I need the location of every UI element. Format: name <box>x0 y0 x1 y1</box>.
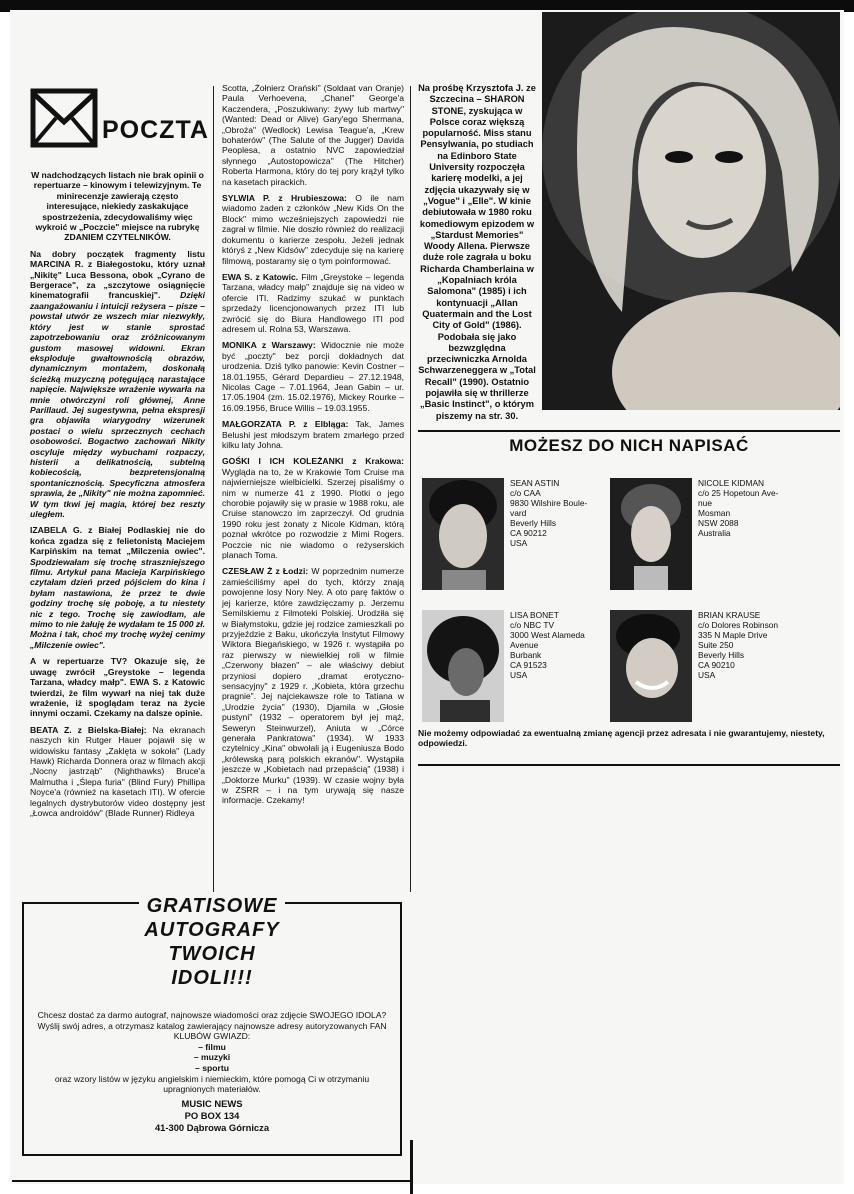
address-line: CA 90210 <box>698 660 735 670</box>
address-line: Burbank <box>510 650 542 660</box>
promo-item: – filmu <box>198 1041 226 1052</box>
promo-title-line: IDOLI!!! <box>171 967 253 989</box>
address-line: CA 90212 <box>510 528 547 538</box>
letter-czeslaw <box>222 566 404 805</box>
sharon-stone-photo <box>542 12 840 410</box>
letter-answer: Film „Greystoke – legenda Tarzana, władcy małp" znajduje się na video w ofercie ITI. Radzimy szukać w punktach sprzedaży licencjonowanych przez ITI lub zwrócić się do Biura Handlowego ITI pod adresem ul. Rolna 53, Warszawa. <box>222 271 405 334</box>
scan-edge-mark <box>410 1140 413 1194</box>
letter-malgorzata <box>222 419 404 450</box>
letter-quote: Dzięki zaangażowaniu i intuicji reżysera – pisze – powstał utwór ze wszech miar niezwykły, który jest w stanie sprostać zapotrzebowaniu oraz zróżnicowanym gustom masowej widowni. Ekran eksploduje gwałtownością obrazów, dynamicznym montażem, doskonałą ścieżką muzyczną potęgującą narastające napięcie. Największe wrażenie wywarła na mnie otwórczyni roli głównej, Anne Parillaud. Jej sugestywna, pełna ekspresji gra objawiła wiarygodny wizerunek postaci o wielu sprzecznych cechach osobowości. Bogactwo zachowań Nikity oscyluje między wybuchami rozpaczy, histerii a delikatnością, subtelną kobiecością, bezpretensjonalną spontanicznością. Specyficzna atmosfera sprawia, że „Nikity" nie można zapomnieć. W tym tkwi jej magia, której bez reszty uległem. <box>30 290 206 519</box>
caption-text: Na prośbę Krzysztofa J. ze Szczecina – SHARON STONE, zyskująca w Polsce coraz większą popularność. Miss stanu Pensylwania, po studiach na Edinboro State University rozpoczęła karierę modelki, a jej zdjęcia ukazywały się w „Vogue" i „Elle". W kinie debiutowała w 1980 roku komediowym epizodem w „Stardust Memories" Woody Allena. Pierwsze duże role zagrała u boku Richarda Chamberlaina w „Kopalniach króla Salomona" (1985) i ich kontynuacji „Allan Quatermain and the Lost City of Gold" (1986). Podobała się jako bezwzględna przeciwniczka Arnolda Schwarzeneggera w „Total Recall" (1990). Ostatnio pojawiła się w thrillerze „Basic Instinct", o którym piszemy na str. 30. <box>418 83 536 421</box>
letter-lead: MONIKA z Warszawy: <box>222 340 316 351</box>
address-line: nue <box>698 498 712 508</box>
portrait-illustration <box>542 12 840 410</box>
letter-ewa <box>222 272 404 334</box>
letter-answer: Na ekranach naszych kin Rutger Hauer pojawił się w widowisku fantasy „Zaklęta w sokoła" (Lady Hawk) Richarda Donnera oraz w filmach akcji „Nocny jastrząb" (Nighthawks) Bruce'a Malmutha i „Ślepa furia" (Blind Fury) Phillipa Noyce'a (również na kasetach ITI). W ofercie legalnych dystrybutorów video dostępny jest „Łowca androidów" (Blade Runner) Ridleya <box>30 724 206 818</box>
sharon-stone-caption <box>418 83 536 428</box>
promo-item: – sportu <box>195 1062 229 1073</box>
address-text <box>698 610 814 680</box>
promo-address-line: MUSIC NEWS <box>181 1097 243 1109</box>
address-line: 3000 West Alameda <box>510 630 585 640</box>
address-card <box>422 478 627 606</box>
address-line: Beverly Hills <box>698 650 745 660</box>
section-title: POCZTA <box>102 116 209 144</box>
promo-text: Chcesz dostać za darmo autograf, najnowsze wiadomości oraz zdjęcie SWOJEGO IDOLA? <box>37 1010 387 1020</box>
letter-quote: Spodziewałam się trochę straszniejszego filmu. Artykuł pana Macieja Karpińskiego czytałam dzień przed pójściem do kina i byłam nastawiona, że przez te dwie godziny trochę się poboję, a tu niestety nic z tego. Trochę się zawiodłam, ale mimo to nie żałuję że wydałam te 15 000 zł. Można i tak, choć my trochę wyżej cenimy „Milczenie owiec". <box>30 556 205 650</box>
address-line: SEAN ASTIN <box>510 478 560 488</box>
intro-paragraph: W nadchodzących listach nie brak opinii o repertuarze – kinowym i telewizyjnym. Te minirecenzje zawierają często interesujące, niekiedy zaskakujące spostrzeżenia, zdecydowaliśmy więc wykroić w „Poczcie" miejsce na rubrykę ZDANIEM CZYTELNIKÓW. <box>31 170 204 243</box>
letter-lead: EWA S. z Katowic. <box>222 271 299 282</box>
column-rule <box>410 86 411 892</box>
celebrity-photo <box>422 478 504 590</box>
address-line: USA <box>510 670 528 680</box>
disclaimer: Nie możemy odpowiadać za ewentualną zmianę agencji przez adresata i nie gwarantujemy, niestety, odpowiedzi. <box>418 728 825 749</box>
address-card <box>422 610 627 738</box>
address-line: 335 N Maple Drive <box>698 630 768 640</box>
letter-answer: Widocznie nie może być „poczty" bez porcji dokładnych dat urodzenia. Dziś tylko panowie: Kevin Costner – 18.01.1955, Gérard Depardieu – 27.12.1948, Nicolas Cage – 7.01.1964, Jean Gabin – ur. 17.05.1904 (zm. 15.02.1976), Mickey Rourke – 16.09.1956, Bruce Willis – 19.03.1955. <box>222 340 404 413</box>
promo-body <box>34 1010 390 1134</box>
letter-answer: W poprzednim numerze zamieściliśmy apel do tych, którzy znają powojenne losy Nory Ney. A oto parę faktów o jej karierze, które zawdzięczamy p. Jerzemu Semilskiemu z Filmoteki Polskiej. Urodziła się w Białymstoku, gdzie jej rodzice zamieszkali po przyjeździe z Baku, ukończyła Instytut Filmowy Wiktora Biegańskiego, w 1926 r. wystąpiła po raz pierwszy w niewielkiej roli w filmie „Czerwony błazen" – ale właściwy debiut przyniosi dopiero „dramat erotyczno-sensacyjny" z 1929 r. „Kobieta, która grzechu pragnie". Jej najciekawsze role to Tatiana w „Urodzie życia" (1930), Djamila w „Głosie pustyni" (1932 – operatorem był jej mąż, Seweryn Steinwurzel), Aniuta w „Córce generała Pankratowa" (1934). W 1933 czytelnicy „Kina" obwołali ją i Eugeniusza Bodo „królewską parą polskich ekranów". Wystąpiła jeszcze w „Kobietach nad przepaścią" (1938) i „Doktorze Murku" (1939). W czasie wojny była w ZSRR – i na tym urywają się nasze informacje. Czekamy! <box>222 566 405 806</box>
address-text <box>510 478 626 548</box>
address-card <box>610 478 815 606</box>
address-line: vard <box>510 508 527 518</box>
letter-lead: GOŚKI I ICH KOLEŻANKI z Krakowa: <box>222 456 404 467</box>
promo-title-line: GRATISOWE <box>139 894 286 918</box>
address-card <box>610 610 815 738</box>
letters-column-1 <box>30 170 205 824</box>
address-line: c/o Dolores Robinson <box>698 620 779 630</box>
letter-izabela <box>30 525 205 650</box>
letter-tv: A w repertuarze TV? Okazuje się, że uwagę zwrócił „Greystoke – legenda Tarzana, władcy małp". EWA S. z Katowic twierdzi, że film wywarł na niej tak duże wrażenie, iż spoglądam teraz na życie innymi oczami. Czekamy na dalsze opinie. <box>30 656 205 719</box>
promo-title <box>24 894 400 990</box>
address-line: Mosman <box>698 508 731 518</box>
promo-item: – muzyki <box>193 1052 231 1063</box>
promo-title-line: TWOICH <box>168 943 256 965</box>
letter-lead: IZABELA G. z Białej Podlaskiej nie do końca zgadza się z felietonistą Maciejem Karpińskim na temat „Milczenia owiec". <box>30 525 205 557</box>
letter-marcin <box>30 249 205 520</box>
celebrity-photo <box>610 610 692 722</box>
address-line: Avenue <box>510 640 539 650</box>
letter-sylwia <box>222 193 404 266</box>
letter-lead: MAŁGORZATA P. z Elbląga: <box>222 419 349 430</box>
letter-lead: CZESŁAW Ż z Łodzi: <box>222 566 309 577</box>
promo-title-line: AUTOGRAFY <box>144 919 280 941</box>
letter-lead: Na dobry początek fragmenty listu MARCINA R. z Białegostoku, który uznał „Nikitę" Luca Bessona, obok „Cyrano de Bergerace", za „szczytowe osiągnięcie kinematografii francuskiej". <box>30 248 205 301</box>
promo-text: oraz wzory listów w języku angielskim i niemieckim, które pomogą Ci w otrzymaniu upragnionych materiałów. <box>54 1073 370 1095</box>
address-line: c/o CAA <box>510 488 541 498</box>
promo-box <box>22 895 402 1156</box>
column-rule <box>213 86 214 892</box>
letter-goski <box>222 456 404 560</box>
letter-beata <box>30 725 205 819</box>
address-line: NICOLE KIDMAN <box>698 478 765 488</box>
address-line: NSW 2088 <box>698 518 739 528</box>
address-line: BRIAN KRAUSE <box>698 610 761 620</box>
section-rule <box>418 764 840 766</box>
address-line: USA <box>510 538 528 548</box>
envelope-icon <box>30 88 98 148</box>
letter-lead: BEATA Z. z Bielska-Białej: <box>30 724 147 735</box>
address-text <box>698 478 814 538</box>
address-line: c/o NBC TV <box>510 620 555 630</box>
address-line: Suite 250 <box>698 640 734 650</box>
address-line: LISA BONET <box>510 610 559 620</box>
address-line: USA <box>698 670 716 680</box>
promo-address-line: PO BOX 134 <box>184 1109 240 1121</box>
scan-edge-mark <box>12 1180 412 1182</box>
letter-answer: Wygląda na to, że w Krakowie Tom Cruise ma najwierniejsze wielbicielki. Szerzej pisaliśmy o nim w numerze 41 z 1990. Plotki o jego chorobie pojawiły się w prasie w 1988 roku, ale Cruise stanowczo im zaprzeczył. Od grudnia 1990 roku jest żonaty z Nicole Kidman, którą poznał wkrótce po rozwodzie z Mimi Rogers. Poczcie nic nie wiadomo o reżyserskich planach Toma. <box>222 466 404 561</box>
letters-column-2 <box>222 83 404 812</box>
promo-address-line: 41-300 Dąbrowa Górnicza <box>154 1121 270 1133</box>
address-line: 9830 Wilshire Boule- <box>510 498 588 508</box>
celebrity-photo <box>610 478 692 590</box>
addresses-title: MOŻESZ DO NICH NAPISAĆ <box>509 436 749 455</box>
addresses-section <box>418 430 840 766</box>
letter-continuation: Scotta, „Żołnierz Orański" (Soldaat van Oranje) Paula Verhoevena, „Chanel" George'a Kaczendera, „Poszukiwany: żywy lub martwy" (Wanted: Dead or Alive) Gary'ego Shermana, „Obroża" (Wedlock) Lewisa Teague'a, „Krew bohaterów" (The Salute of the Jugger) Davida Peoplesa, a ostatnio NVC zapowiedział słynnego „Autostopowicza" (The Hitcher) Roberta Harmona, który do tej pory krążył tylko na kasetach pirackich. <box>222 83 404 187</box>
promo-text: Wyślij swój adres, a otrzymasz katalog zawierający najnowsze adresy autoryzowanych FAN KLUBÓW GWIAZD: <box>37 1020 387 1042</box>
poczta-header <box>30 88 209 154</box>
letter-answer: O ile nam wiadomo żaden z członków „New Kids On the Block" mimo wcześniejszych zapowiedzi nie zagrał w filmie. Nie doszło również do realizacji dokumentu o karierze zespołu. Jeżeli jednak któryś z „New Kidsów" zdecyduje się na karierę filmową, postaramy się o tym poinformować. <box>222 193 405 266</box>
celebrity-photo <box>422 610 504 722</box>
letter-monika <box>222 340 404 413</box>
address-line: CA 91523 <box>510 660 547 670</box>
address-line: c/o 25 Hopetoun Ave- <box>698 488 779 498</box>
address-text <box>510 610 626 680</box>
address-line: Beverly Hills <box>510 518 557 528</box>
letter-answer: Tak, James Belushi jest młodszym bratem zmarłego przed kilku laty Johna. <box>222 419 404 450</box>
address-line: Australia <box>698 528 731 538</box>
letter-lead: SYLWIA P. z Hrubieszowa: <box>222 193 347 204</box>
